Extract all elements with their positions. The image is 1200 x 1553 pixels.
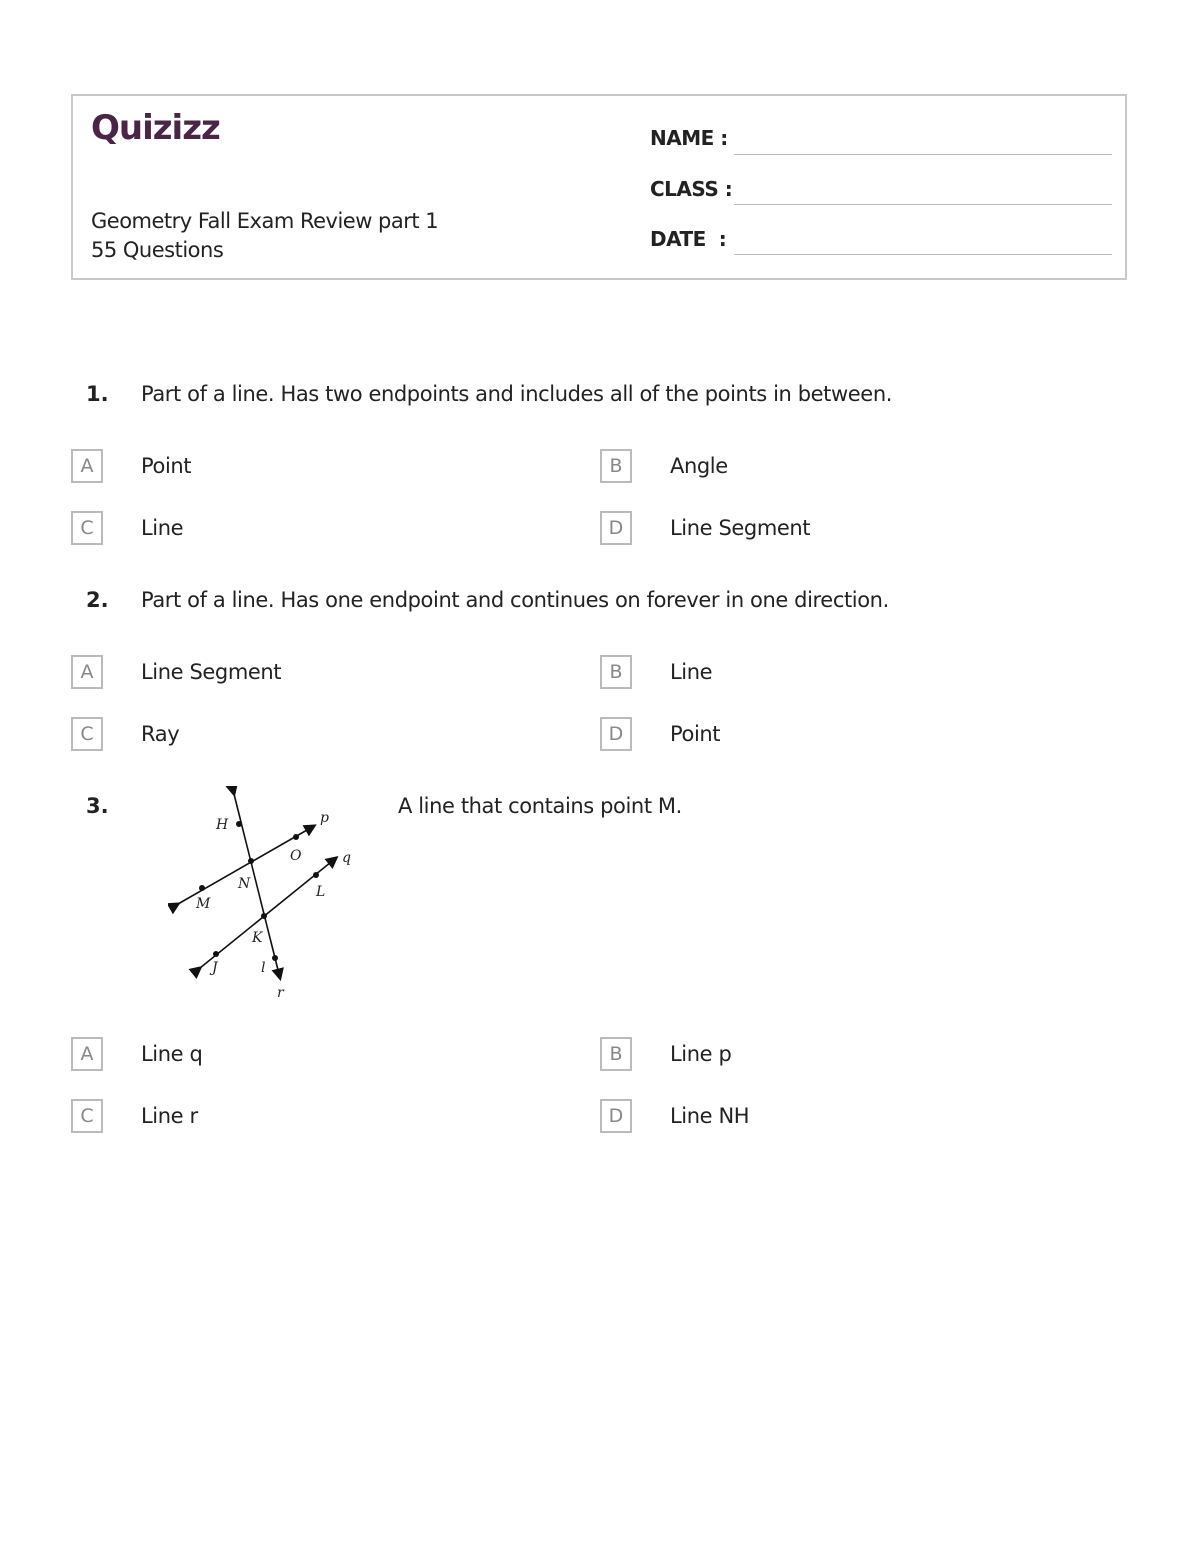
option-letter-box[interactable]: C	[71, 511, 103, 545]
worksheet-title: Geometry Fall Exam Review part 1	[91, 209, 439, 233]
figure-label: N	[238, 876, 251, 892]
option-text[interactable]: Line q	[141, 1042, 203, 1066]
option-text[interactable]: Line r	[141, 1104, 198, 1128]
figure-label: L	[316, 884, 326, 900]
option-text[interactable]: Line p	[670, 1042, 732, 1066]
option-letter-box[interactable]: C	[71, 717, 103, 751]
figure-label: J	[212, 960, 218, 976]
name-label: NAME :	[650, 126, 728, 150]
option-letter-box[interactable]: D	[600, 511, 632, 545]
option-text[interactable]: Line	[141, 516, 184, 540]
question-count: 55 Questions	[91, 238, 224, 262]
question-number: 3.	[86, 794, 109, 818]
figure-label: O	[290, 848, 302, 864]
option-text[interactable]: Line	[670, 660, 713, 684]
class-field[interactable]	[734, 204, 1112, 205]
question-text: A line that contains point M.	[398, 794, 682, 818]
option-letter-box[interactable]: B	[600, 1037, 632, 1071]
option-letter-box[interactable]: D	[600, 717, 632, 751]
option-letter-box[interactable]: A	[71, 449, 103, 483]
worksheet-header	[71, 94, 1127, 280]
option-letter-box[interactable]: A	[71, 655, 103, 689]
figure-label: q	[342, 850, 351, 866]
option-letter-box[interactable]: B	[600, 655, 632, 689]
option-text[interactable]: Line Segment	[141, 660, 282, 684]
option-text[interactable]: Line Segment	[670, 516, 811, 540]
question-number: 1.	[86, 382, 109, 406]
option-letter-box[interactable]: B	[600, 449, 632, 483]
figure-label: H	[216, 817, 229, 833]
option-text[interactable]: Ray	[141, 722, 180, 746]
date-label: DATE :	[650, 227, 727, 251]
option-letter-box[interactable]: A	[71, 1037, 103, 1071]
quizizz-logo: Quizizz	[91, 108, 220, 148]
figure-label: K	[252, 930, 263, 946]
date-field[interactable]	[734, 254, 1112, 255]
geometry-lines-figure	[168, 786, 368, 1006]
figure-label: r	[277, 985, 284, 1001]
question-number: 2.	[86, 588, 109, 612]
option-letter-box[interactable]: C	[71, 1099, 103, 1133]
option-text[interactable]: Line NH	[670, 1104, 750, 1128]
figure-label: M	[196, 896, 211, 912]
class-label: CLASS :	[650, 177, 733, 201]
figure-label: l	[261, 960, 266, 976]
name-field[interactable]	[734, 154, 1112, 155]
option-text[interactable]: Point	[141, 454, 192, 478]
option-text[interactable]: Point	[670, 722, 721, 746]
option-text[interactable]: Angle	[670, 454, 728, 478]
question-text: Part of a line. Has one endpoint and continues on forever in one direction.	[141, 588, 889, 612]
option-letter-box[interactable]: D	[600, 1099, 632, 1133]
question-text: Part of a line. Has two endpoints and includes all of the points in between.	[141, 382, 893, 406]
figure-label: p	[320, 810, 329, 826]
